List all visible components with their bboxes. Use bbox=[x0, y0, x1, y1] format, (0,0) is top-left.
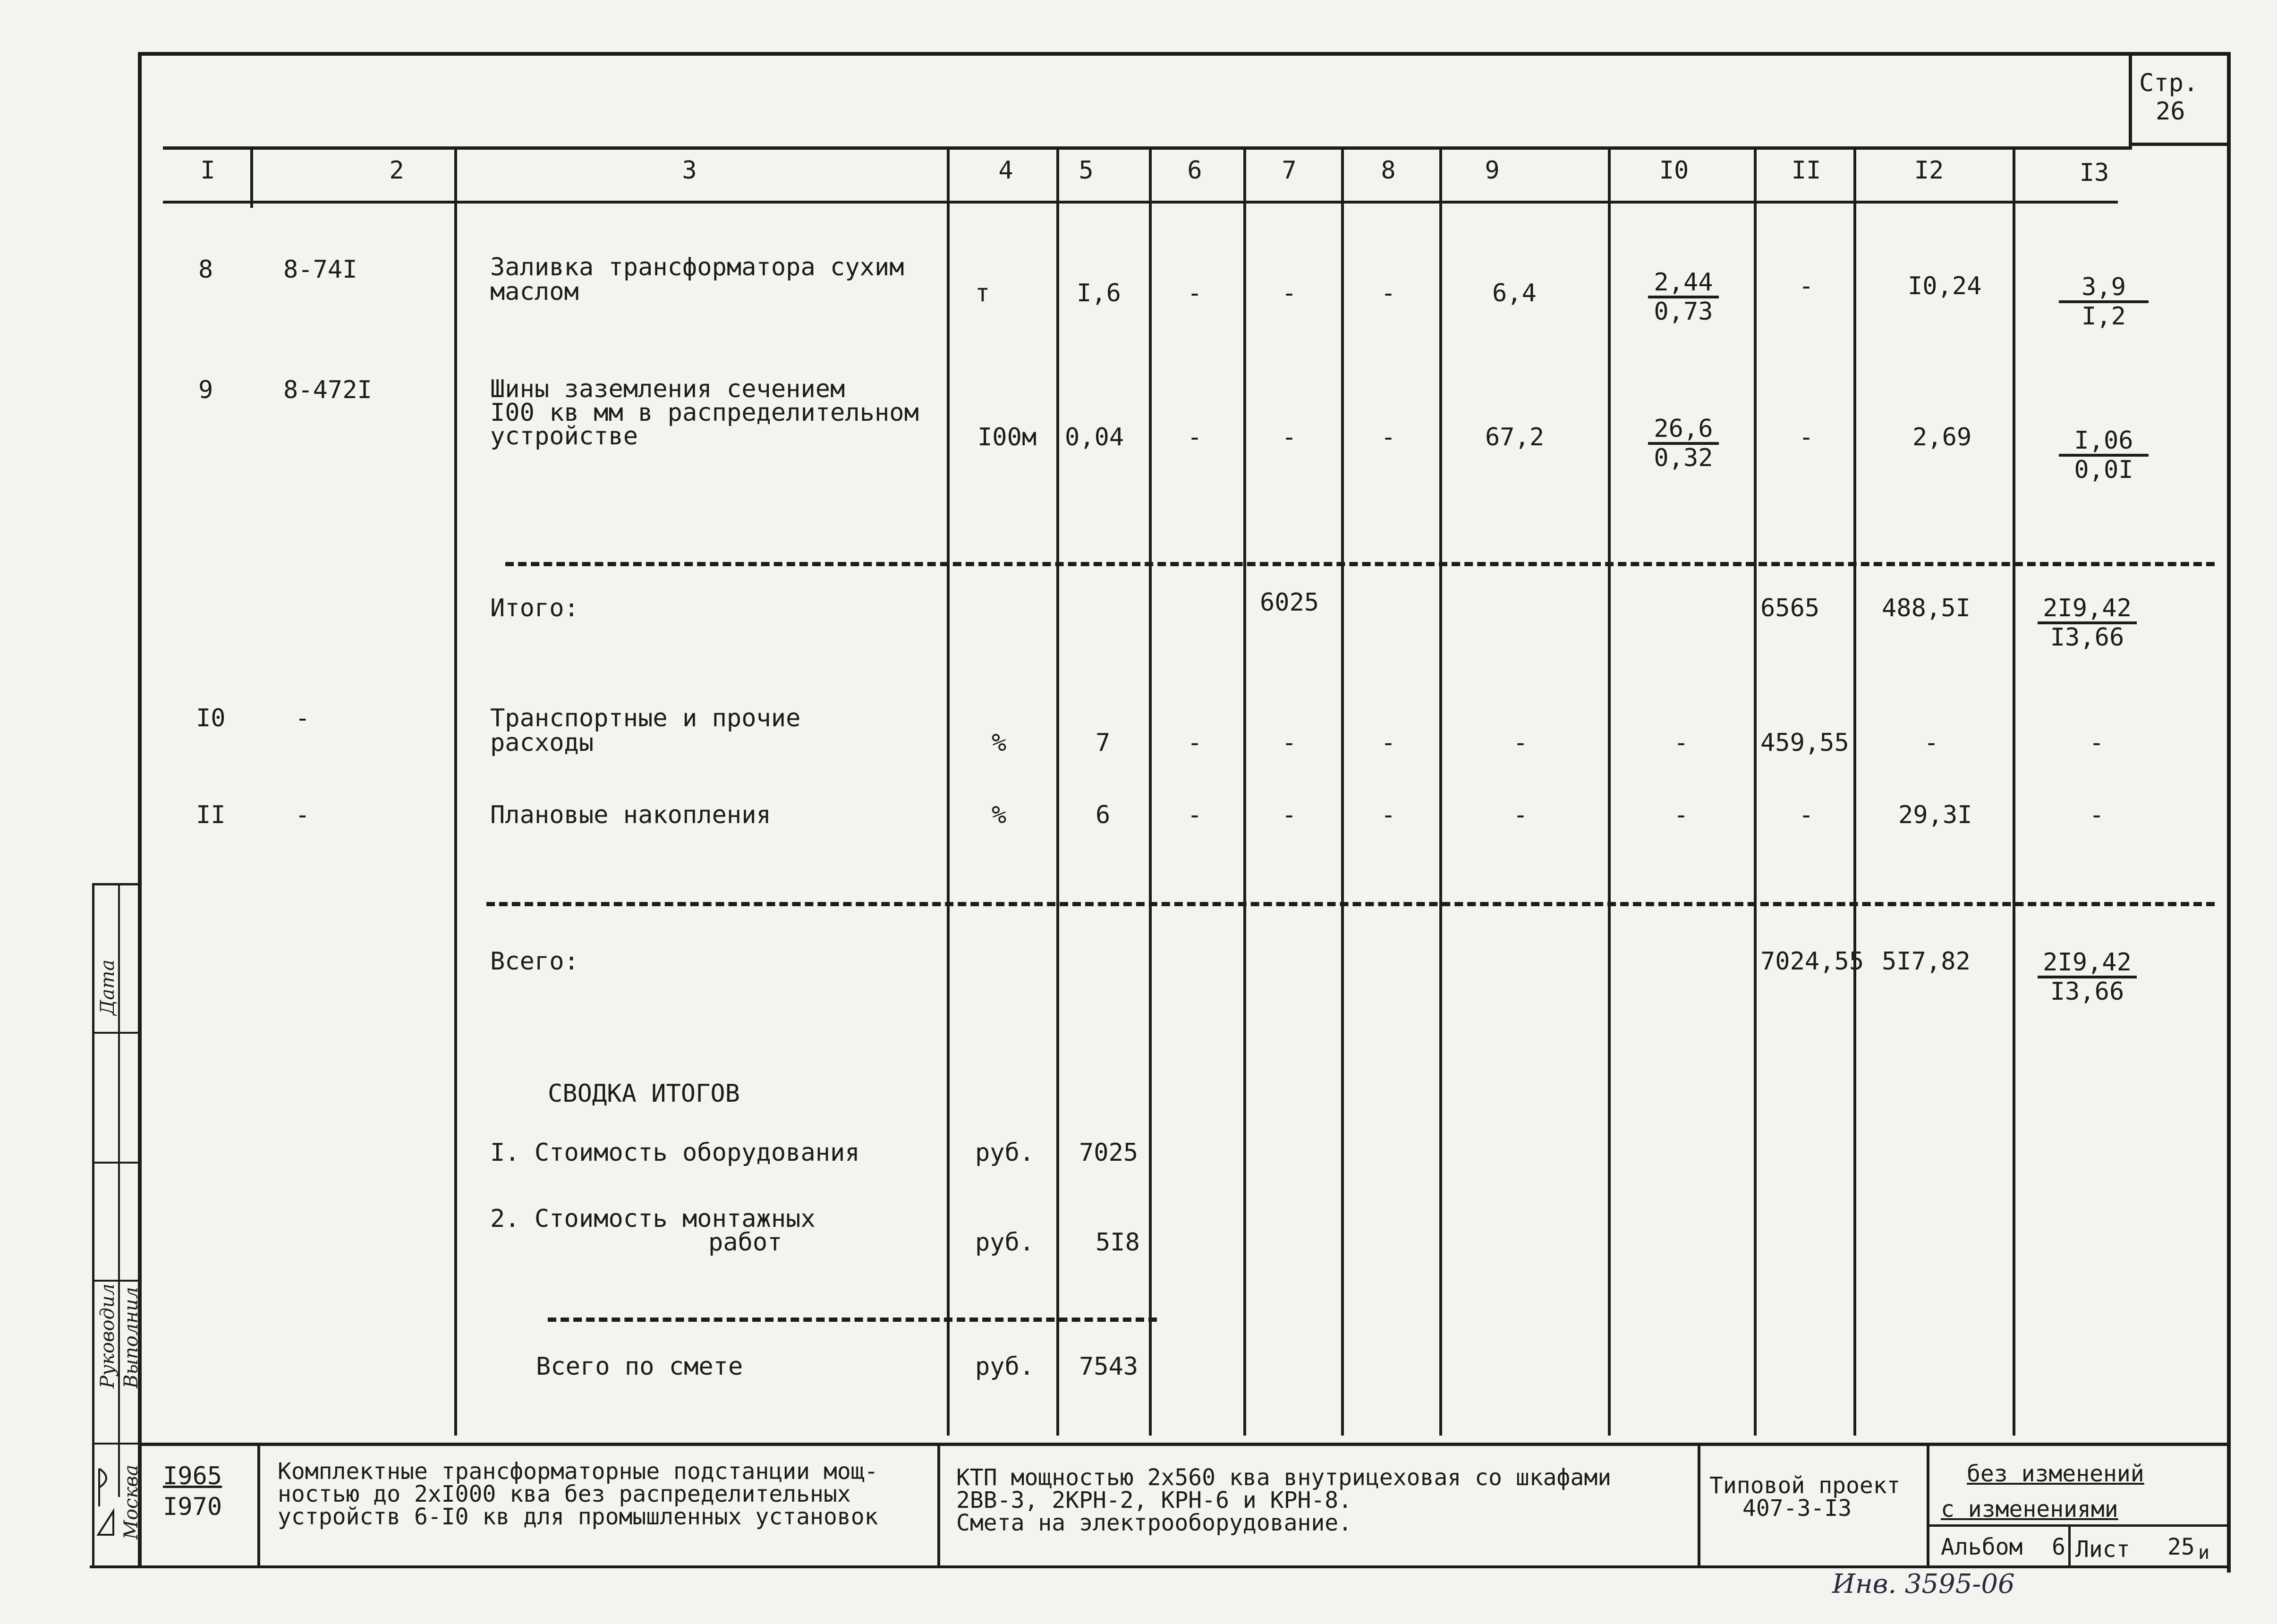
summary-total-label: Всего по смете bbox=[536, 1352, 743, 1381]
row-number: 9 bbox=[198, 376, 213, 404]
stamp-divider-project bbox=[1927, 1443, 1929, 1565]
itogo-col12: 488,5I bbox=[1882, 594, 1971, 622]
col-divider-12 bbox=[2013, 146, 2015, 1436]
stamp-sheet-number: 25 bbox=[2167, 1534, 2195, 1560]
col-divider-8 bbox=[1439, 146, 1442, 1436]
page-badge-left bbox=[2129, 52, 2132, 146]
stamp-bottom-border bbox=[90, 1565, 2231, 1568]
row-col10: - bbox=[1674, 801, 1689, 829]
row-qty: 6 bbox=[1096, 801, 1111, 829]
row-col11: - bbox=[1799, 423, 1814, 451]
col-header-12: I2 bbox=[1914, 156, 1944, 185]
fraction-bottom: I3,66 bbox=[2050, 978, 2124, 1006]
stamp-description-line-2: ностью до 2хI000 ква без распределительных bbox=[278, 1481, 851, 1507]
fraction-top: 3,9 bbox=[2059, 274, 2149, 303]
side-row-divider bbox=[92, 1032, 142, 1034]
side-label-head: Руководил bbox=[97, 1283, 119, 1388]
col-divider-9 bbox=[1608, 146, 1611, 1436]
row-col10-fraction bbox=[1648, 269, 1719, 325]
col-divider-4 bbox=[1056, 146, 1059, 1436]
itogo-col11: 6565 bbox=[1760, 594, 1820, 622]
col-divider-3 bbox=[947, 146, 950, 1436]
row-col6: - bbox=[1187, 423, 1202, 451]
summary-item-2-label-1: 2. Стоимость монтажных bbox=[490, 1205, 816, 1233]
fraction-top: 2,44 bbox=[1648, 269, 1719, 298]
row-unit: I00м bbox=[977, 423, 1037, 451]
itogo-col7: 6025 bbox=[1260, 588, 1319, 617]
row-col6: - bbox=[1187, 729, 1202, 757]
side-row-divider bbox=[92, 1280, 142, 1282]
frame-top-border bbox=[138, 52, 2231, 56]
stamp-divider-title bbox=[1698, 1443, 1700, 1565]
row-col10-fraction bbox=[1648, 416, 1719, 471]
col-header-4: 4 bbox=[998, 156, 1013, 185]
summary-total-unit: руб. bbox=[975, 1352, 1035, 1381]
dashed-separator bbox=[548, 1318, 1157, 1322]
row-unit: т bbox=[975, 279, 990, 307]
row-name-line-2: I00 кв мм в распределительном bbox=[490, 399, 919, 427]
row-name-line-1: Транспортные и прочие bbox=[490, 704, 801, 732]
col-header-10: I0 bbox=[1659, 156, 1689, 185]
fraction-bottom: 0,0I bbox=[2074, 456, 2133, 484]
row-unit: % bbox=[992, 801, 1007, 829]
row-col9: - bbox=[1513, 729, 1528, 757]
col-header-6: 6 bbox=[1187, 156, 1202, 185]
row-col12: 2,69 bbox=[1912, 423, 1972, 451]
side-row-divider bbox=[92, 1443, 142, 1445]
col-divider-1 bbox=[250, 146, 253, 208]
row-col7: - bbox=[1282, 801, 1297, 829]
itogo-label: Итого: bbox=[490, 594, 579, 622]
summary-item-2-unit: руб. bbox=[975, 1228, 1035, 1257]
row-number: 8 bbox=[198, 255, 213, 284]
row-col9: - bbox=[1513, 801, 1528, 829]
vsego-label: Всего: bbox=[490, 947, 579, 976]
stamp-divider-years bbox=[257, 1443, 260, 1565]
summary-title: СВОДКА ИТОГОВ bbox=[548, 1080, 740, 1108]
stamp-year-end: I970 bbox=[163, 1493, 222, 1521]
stamp-sheet-label: Лист bbox=[2075, 1536, 2130, 1563]
page-badge-label: Стр. bbox=[2139, 69, 2199, 97]
row-col7: - bbox=[1282, 279, 1297, 307]
row-col7: - bbox=[1282, 729, 1297, 757]
fraction-bottom: I,2 bbox=[2082, 302, 2126, 331]
row-col8: - bbox=[1381, 801, 1396, 829]
stamp-sheet-suffix: и bbox=[2198, 1542, 2210, 1564]
vsego-col11: 7024,55 bbox=[1760, 947, 1864, 976]
row-col11: 459,55 bbox=[1760, 729, 1849, 757]
row-qty: 0,04 bbox=[1065, 423, 1124, 451]
fraction-top: I,06 bbox=[2059, 427, 2149, 457]
side-column-top-border bbox=[92, 883, 142, 885]
row-number: I0 bbox=[196, 704, 226, 732]
summary-item-1-value: 7025 bbox=[1079, 1139, 1138, 1167]
stamp-title-line-3: Смета на электрооборудование. bbox=[956, 1510, 1352, 1536]
row-unit: % bbox=[992, 729, 1007, 757]
row-name-line-1: Шины заземления сечением bbox=[490, 375, 845, 403]
row-name-line-1: Заливка трансформатора сухим bbox=[490, 253, 904, 281]
col-header-13: I3 bbox=[2079, 159, 2109, 187]
summary-total-value: 7543 bbox=[1079, 1352, 1138, 1381]
col-header-11: II bbox=[1791, 156, 1821, 185]
col-header-5: 5 bbox=[1079, 156, 1094, 185]
row-col13: - bbox=[2089, 729, 2104, 757]
stamp-change-with: с изменениями bbox=[1941, 1496, 2118, 1522]
row-col11: - bbox=[1799, 272, 1814, 300]
summary-item-2-label-2: работ bbox=[708, 1228, 782, 1257]
header-top-line bbox=[163, 146, 2132, 150]
col-header-9: 9 bbox=[1485, 156, 1500, 185]
stamp-divider-desc bbox=[937, 1443, 940, 1565]
summary-item-1-label: I. Стоимость оборудования bbox=[490, 1139, 860, 1167]
row-col6: - bbox=[1187, 801, 1202, 829]
row-code: 8-74I bbox=[283, 255, 357, 284]
row-name-line-3: устройстве bbox=[490, 422, 638, 451]
row-name: Плановые накопления bbox=[490, 801, 771, 829]
col-header-8: 8 bbox=[1381, 156, 1396, 185]
row-col12: - bbox=[1924, 729, 1939, 757]
col-divider-7 bbox=[1341, 146, 1344, 1436]
stamp-title-line-2: 2ВВ-3, 2КРН-2, КРН-6 и КРН-8. bbox=[956, 1487, 1352, 1513]
row-col9: 6,4 bbox=[1492, 279, 1537, 307]
fraction-bottom: I3,66 bbox=[2050, 623, 2124, 652]
row-col9: 67,2 bbox=[1485, 423, 1545, 451]
col-header-3: 3 bbox=[682, 156, 697, 185]
row-col12: I0,24 bbox=[1908, 272, 1982, 300]
stamp-project-number: 407-3-I3 bbox=[1742, 1495, 1852, 1522]
fraction-top: 26,6 bbox=[1648, 416, 1719, 445]
stamp-change-none: без изменений bbox=[1967, 1461, 2144, 1487]
page-badge-number: 26 bbox=[2156, 97, 2185, 126]
stamp-description-line-3: устройств 6-I0 кв для промышленных установок bbox=[278, 1504, 878, 1530]
fraction-top: 2I9,42 bbox=[2038, 595, 2137, 624]
stamp-description-line-1: Комплектные трансформаторные подстанции мощ- bbox=[278, 1458, 878, 1485]
stamp-album-number: 6 bbox=[2052, 1534, 2065, 1560]
col-header-7: 7 bbox=[1282, 156, 1297, 185]
col-divider-2 bbox=[454, 146, 457, 1436]
row-qty: 7 bbox=[1096, 729, 1111, 757]
inventory-note: Инв. 3595-06 bbox=[1832, 1569, 2015, 1599]
organization-logo bbox=[94, 1459, 117, 1539]
row-col13-fraction bbox=[2059, 427, 2149, 483]
stamp-year-start: I965 bbox=[163, 1462, 222, 1490]
summary-item-1-unit: руб. bbox=[975, 1139, 1035, 1167]
side-label-performer: Выполнил bbox=[120, 1287, 142, 1388]
side-row-divider bbox=[92, 1162, 142, 1164]
fraction-bottom: 0,32 bbox=[1654, 444, 1713, 472]
summary-item-2-value: 5I8 bbox=[1096, 1228, 1140, 1257]
stamp-top-border bbox=[142, 1443, 2231, 1446]
row-col13-fraction bbox=[2059, 274, 2149, 330]
stamp-album-label: Альбом bbox=[1941, 1534, 2023, 1560]
row-name-line-2: маслом bbox=[490, 278, 579, 306]
row-number: II bbox=[196, 801, 226, 829]
side-label-date: Дата bbox=[97, 959, 119, 1015]
col-divider-5 bbox=[1149, 146, 1152, 1436]
row-code: 8-472I bbox=[283, 376, 372, 404]
row-col11: - bbox=[1799, 801, 1814, 829]
col-header-2: 2 bbox=[389, 156, 404, 185]
row-col8: - bbox=[1381, 729, 1396, 757]
stamp-album-divider bbox=[2068, 1524, 2071, 1565]
frame-right-border bbox=[2227, 52, 2231, 1573]
row-code: - bbox=[295, 801, 310, 829]
dashed-separator bbox=[505, 562, 2215, 566]
col-header-1: I bbox=[200, 156, 215, 185]
row-col12: 29,3I bbox=[1898, 801, 1972, 829]
stamp-title-line-1: КТП мощностью 2х560 ква внутрицеховая со шкафами bbox=[956, 1464, 1612, 1491]
itogo-col13-fraction bbox=[2038, 595, 2137, 651]
row-col13: - bbox=[2089, 801, 2104, 829]
row-col8: - bbox=[1381, 423, 1396, 451]
vsego-col13-fraction bbox=[2038, 949, 2137, 1005]
vsego-col12: 5I7,82 bbox=[1882, 947, 1971, 976]
row-col6: - bbox=[1187, 279, 1202, 307]
dashed-separator bbox=[486, 902, 2215, 906]
row-col10: - bbox=[1674, 729, 1689, 757]
page-badge-bottom bbox=[2129, 143, 2231, 146]
row-col7: - bbox=[1282, 423, 1297, 451]
fraction-top: 2I9,42 bbox=[2038, 949, 2137, 978]
stamp-project-label: Типовой проект bbox=[1709, 1472, 1901, 1499]
fraction-bottom: 0,73 bbox=[1654, 298, 1713, 326]
row-code: - bbox=[295, 704, 310, 732]
col-divider-6 bbox=[1243, 146, 1246, 1436]
stamp-album-line bbox=[1927, 1524, 2231, 1527]
row-name-line-2: расходы bbox=[490, 729, 594, 757]
col-divider-11 bbox=[1853, 146, 1856, 1436]
row-qty: I,6 bbox=[1077, 279, 1121, 307]
side-label-city: Москва bbox=[120, 1464, 142, 1539]
col-divider-10 bbox=[1754, 146, 1757, 1436]
row-col8: - bbox=[1381, 279, 1396, 307]
